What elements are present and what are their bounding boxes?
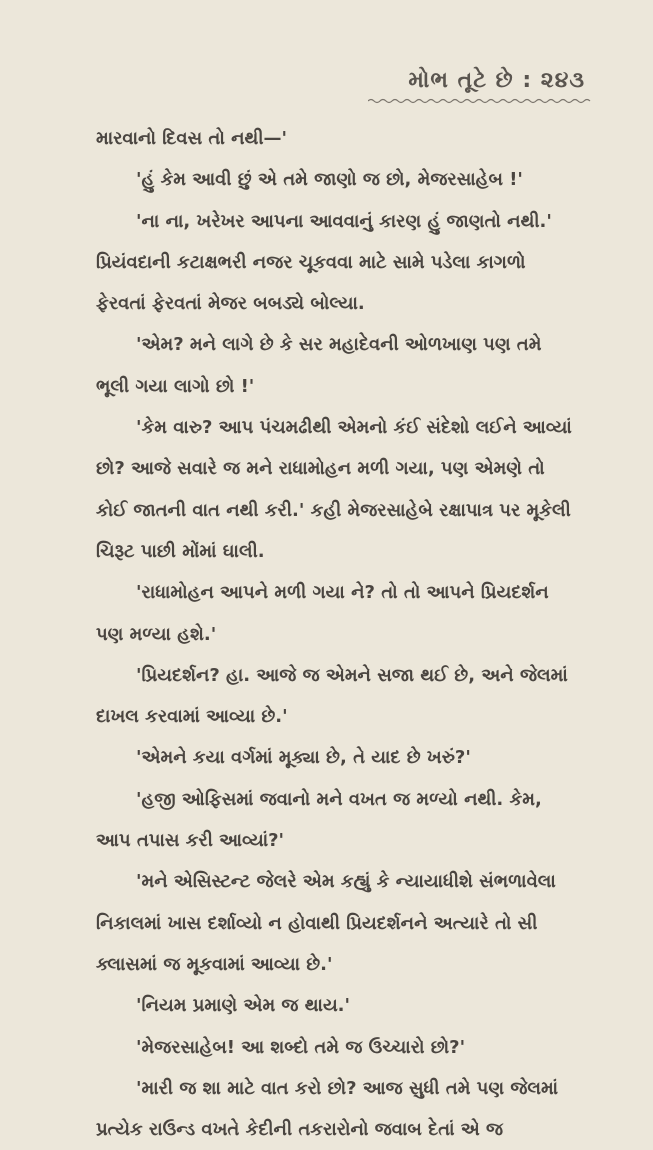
paragraph: મારવાનો દિવસ તો નથી—' [96,128,287,149]
paragraph: 'મેજરસાહેબ! આ શબ્દો તમે જ ઉચ્ચારો છો?' [136,1036,466,1058]
paragraph: 'હજી ઓફિસમાં જવાનો મને વખત જ મળ્યો નથી. કેમ, આપ તપાસ કરી આવ્યાં?' [96,788,542,852]
paragraph: 'મારી જ શા માટે વાત કરો છો? આજ સુધી તમે પણ જેલમાં પ્રત્યેક રાઉન્ડ વખતે કેદીની તકરારોનો જવાબ દેતાં એ જ [96,1077,559,1141]
header-decorative-rule [368,98,593,104]
paragraph: 'એમને કયા વર્ગમાં મૂક્યા છે, તે યાદ છે ખરું?' [136,747,471,769]
paragraph: 'નિયમ પ્રમાણે એમ જ થાય.' [136,995,351,1017]
running-header: મોભ તૂટે છે : ૨૪૩ [408,68,585,93]
page-body-text [96,118,578,1150]
paragraph: 'પ્રિયદર્શન? હા. આજે જ એમને સજા થઈ છે, અને જેલમાં દાખલ કરવામાં આવ્યા છે.' [96,664,568,728]
paragraph: 'કેમ વારુ? આપ પંચમઢીથી એમનો કંઈ સંદેશો લઈને આવ્યાં છો? આજે સવારે જ મને રાધામોહન મળી ગયા, પણ એમણે તો કોઈ જાતની વાત નથી કરી.' કહી મેજરસાહેબે રક્ષાપાત્ર પર મૂકેલી ચિરૂટ પાછી મોંમાં ઘાલી. [96,417,572,562]
paragraph: 'ના ના, ખરેખર આપના આવવાનું કારણ હું જાણતો નથી.' પ્રિયંવદાની કટાક્ષભરી નજર ચૂકવવા માટે સામે પડેલા કાગળો ફેરવતાં ફેરવતાં મેજર બબડ્યે બોલ્યા. [96,210,552,315]
paragraph: 'હું કેમ આવી છું એ તમે જાણો જ છો, મેજરસાહેબ !' [136,169,523,191]
paragraph: 'રાધામોહન આપને મળી ગયા ને? તો તો આપને પ્રિયદર્શન પણ મળ્યા હશે.' [96,582,549,645]
paragraph: 'મને એસિસ્ટન્ટ જેલરે એમ કહ્યું કે ન્યાયાધીશે સંભળાવેલા નિકાલમાં ખાસ દર્શાવ્યો ન હોવાથી પ્રિયદર્શનને અત્યારે તો સી ક્લાસમાં જ મૂકવામાં આવ્યા છે.' [96,871,556,975]
paragraph: 'એમ? મને લાગે છે કે સર મહાદેવની ઓળખાણ પણ તમે ભૂલી ગયા લાગો છો !' [96,334,542,397]
